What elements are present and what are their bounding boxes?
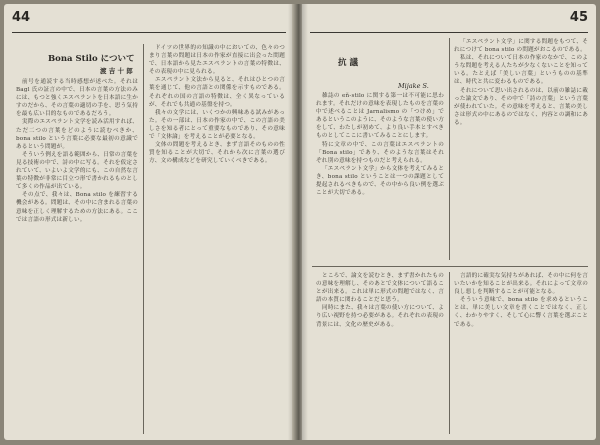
paragraph: 「エスペラント文学」から文体を考えてみるとき、bona stilo ということは一つの課題として提起されるべきもので、その中から良い例を選ぶことが大切である。 bbox=[316, 165, 444, 197]
paragraph: 我々の文学には、いくつかの興味ある試みがあった。その一部は、日本の作家の中で、この言語の美しさを知る者にとって重要なものであり、その意味で「文体論」を考えることが必要となる。 bbox=[149, 109, 285, 141]
paragraph: 前号を通読する当時感想が述べた。それは Bagl 氏の証言の中で、日本の言葉の方法のみには、もつと強くエスペラントを日本語に生かすのだから、その言葉の適切の手を、思う気持を最も広い目的なものであるだろう。 bbox=[16, 79, 138, 118]
paragraph: ドイツの世界的の知識の中においての、色々のつまり言葉の問題は日本の作家が直接に出会った問題で、日本語から見たエスペラントの言葉の特徴は、その表現の中に見られる。 bbox=[149, 45, 285, 76]
section-rule bbox=[312, 266, 588, 267]
left-column-2 bbox=[149, 44, 285, 434]
paragraph: そういう例えを語る範囲から、日常の言葉を見る技術の中で、詩の中に写る。それを仮定されていて、いよいよ文学的にも、この自然な言葉の特徴が非常に目立つ形で書かれるものとして多くの作品が出ている。 bbox=[16, 151, 138, 191]
paragraph: 私は、それについて日本の作家のなかで、このような問題を考える人たちが少なくないことを知っている。たとえば「美しい言葉」というものの基準は、時代と共に変わるものである。 bbox=[454, 55, 588, 86]
right-page-number: 45 bbox=[569, 10, 588, 25]
left-column-1 bbox=[16, 78, 138, 434]
paragraph: 雑誌の eñ-stilo に関する第一は不可能に思われます。それだけの意味を表現したものを言葉の中で述べることは Jarnalismo の「つけめ」であるというこのように、そのような言葉の使い方をして、わたしが初めて、より良い手本とすべきものとしてここに書いてみることにします。 bbox=[316, 93, 444, 140]
right-article-author: Mijake S. bbox=[398, 82, 429, 90]
paragraph: エスペラント文法から見ると、それはひとつの言葉を通じて、他の言語との関係を示すものである。それぞれの国の言語の特徴は、全く異なっているが、それでも共通の基盤を持つ。 bbox=[149, 77, 285, 108]
paragraph: それについて思い出されるのは、以前の雑誌に載った論文であり、その中で「詩の言葉」という言葉が使われていた。その意味を考えると、言葉の美しさは形式の中にあるのではなく、内容との調和にある。 bbox=[454, 87, 588, 126]
paragraph: その点で、我々は、Bona stilo を練習する機会がある。問題は、その中に含まれる言葉の意味を正しく理解するための方法にある。ここでは言語の形式は新しい。 bbox=[16, 192, 138, 223]
paragraph: 同時にまた、我々は言葉の使い方について、より広い視野を持つ必要がある。それぞれの表現の背景には、文化の歴史がある。 bbox=[316, 305, 444, 328]
left-article-author: 渡 吉 十 郎 bbox=[100, 67, 133, 75]
paragraph: そういう意味で、bona stilo を求めるということは、単に美しい文章を書くことではなく、正しく、わかりやすく、そして心に響く言葉を選ぶことである。 bbox=[454, 297, 588, 328]
right-column-4 bbox=[454, 272, 588, 434]
paragraph: ところで、論文を読むとき、まず書かれたものの意味を理解し、そのあとで文体について語ることが出来る。これは単に形式の問題ではなく、言語の本質に関わることだと思う。 bbox=[316, 273, 444, 304]
paragraph: 実際のエスペラント文学を読み活用すれば、ただ二つの言葉をどのように読むべきか、bona stilo という言葉に必要な最初の意識であるという問題が。 bbox=[16, 119, 138, 150]
left-page-header bbox=[12, 10, 286, 33]
left-page-number: 44 bbox=[12, 10, 31, 25]
paragraph: 特に文章の中で、この言葉はエスペラントの「Bona stilo」であり、そのような言葉はそれぞれ別の意味を持つものだと考えられる。 bbox=[316, 141, 444, 164]
paragraph: 文体の問題を考えるとき、まず言語そのものの性質を知ることが大切で、それから次に言葉の選び方、文の構成などを研究していくべきである。 bbox=[149, 142, 285, 165]
right-page-header bbox=[310, 10, 588, 33]
right-page bbox=[302, 4, 596, 440]
column-rule bbox=[449, 38, 450, 260]
right-article-title: 抗 議 bbox=[338, 58, 358, 68]
paragraph: 言語的に確実な気持ちがあれば、その中に何を言いたいかを知ることが出来る。それによって文章の良し悪しを判断することが可能となる。 bbox=[454, 273, 588, 296]
right-column-1 bbox=[316, 92, 444, 260]
right-column-3 bbox=[316, 272, 444, 434]
column-rule bbox=[143, 44, 144, 434]
column-rule bbox=[449, 272, 450, 434]
left-article-title: Bona Stilo について bbox=[48, 54, 135, 64]
paragraph: 「エスペラント文学」に関する問題をもつて、それにつけて bona stilo の問題がおこるのである。 bbox=[454, 39, 588, 54]
right-column-2 bbox=[454, 38, 588, 260]
left-page bbox=[4, 4, 294, 440]
